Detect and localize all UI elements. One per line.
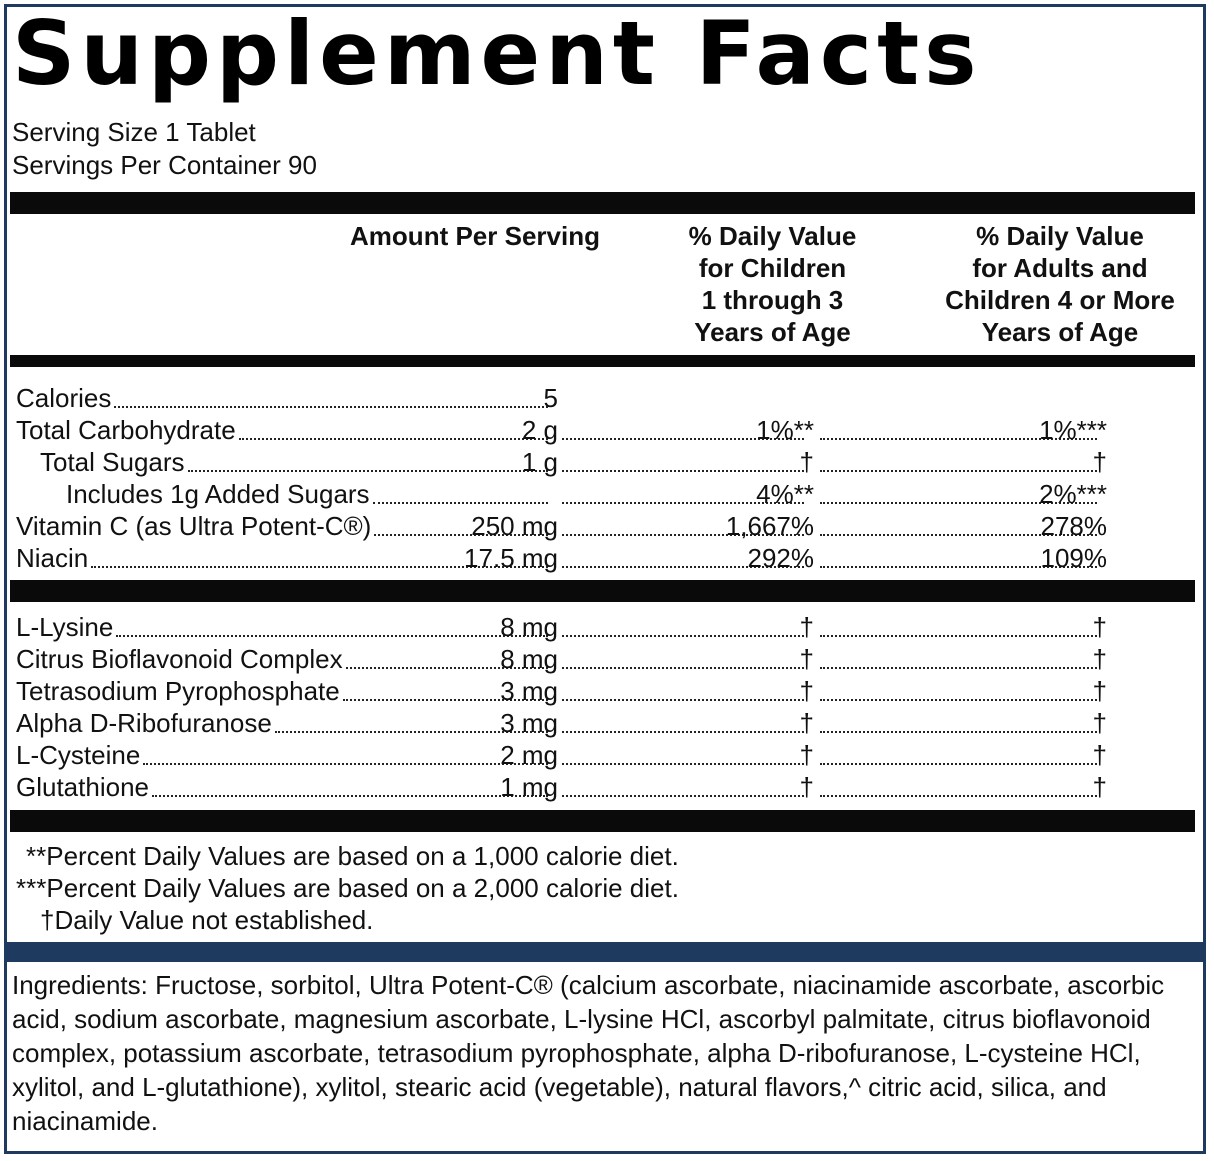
- leader-dots: [373, 502, 548, 504]
- fact-dv-children: †: [799, 708, 814, 738]
- fact-name: Tetrasodium Pyrophosphate: [16, 676, 340, 706]
- leader-dots: [152, 795, 548, 797]
- fact-dv-adults: 2%***: [1039, 479, 1107, 509]
- divider-thick: [10, 810, 1195, 832]
- fact-name: L-Lysine: [16, 612, 114, 642]
- fact-row: [0, 707, 1214, 739]
- fact-dv-children: †: [799, 644, 814, 674]
- fact-amount: 1 g: [521, 447, 558, 477]
- footnote-dv-not-established: †Daily Value not established.: [40, 905, 374, 935]
- fact-dv-adults: †: [1092, 447, 1107, 477]
- leader-dots: [562, 667, 804, 669]
- fact-amount: 8 mg: [500, 644, 558, 674]
- fact-name: Total Carbohydrate: [16, 415, 236, 445]
- fact-amount: 3 mg: [500, 676, 558, 706]
- fact-dv-children: 292%: [747, 543, 814, 573]
- fact-dv-adults: 278%: [1040, 511, 1107, 541]
- fact-amount: 8 mg: [500, 612, 558, 642]
- fact-dv-children: 1%**: [756, 415, 814, 445]
- leader-dots: [562, 731, 804, 733]
- fact-dv-adults: 1%***: [1039, 415, 1107, 445]
- fact-row: [0, 542, 1214, 574]
- header-dv-adults: % Daily Value for Adults and Children 4 or More Years of Age: [945, 221, 1175, 347]
- divider-thick: [10, 192, 1195, 214]
- fact-dv-children: †: [799, 740, 814, 770]
- leader-dots: [143, 763, 548, 765]
- fact-row: [0, 675, 1214, 707]
- header-dv-children: % Daily Value for Children 1 through 3 Years of Age: [688, 221, 857, 347]
- leader-dots: [562, 635, 804, 637]
- fact-dv-children: 1,667%: [725, 511, 814, 541]
- fact-row: [0, 478, 1214, 510]
- panel-title: Supplement Facts: [12, 2, 982, 105]
- fact-name: Calories: [16, 383, 112, 413]
- fact-dv-adults: †: [1092, 676, 1107, 706]
- fact-name: Citrus Bioflavonoid Complex: [16, 644, 343, 674]
- leader-dots: [820, 699, 1097, 701]
- fact-row: [0, 446, 1214, 478]
- fact-row: [0, 382, 1214, 414]
- fact-amount: 250 mg: [471, 511, 558, 541]
- servings-per-container: Servings Per Container 90: [12, 150, 317, 180]
- leader-dots: [820, 731, 1097, 733]
- fact-name: Vitamin C (as Ultra Potent-C®): [16, 511, 372, 541]
- fact-name: Includes 1g Added Sugars: [66, 479, 370, 509]
- fact-row: [0, 739, 1214, 771]
- fact-dv-adults: †: [1092, 644, 1107, 674]
- fact-row: [0, 771, 1214, 803]
- divider-thick: [10, 580, 1195, 602]
- footnote-1000-calorie: **Percent Daily Values are based on a 1,000 calorie diet.: [26, 841, 679, 871]
- leader-dots: [114, 406, 548, 408]
- fact-dv-adults: †: [1092, 708, 1107, 738]
- leader-dots: [820, 763, 1097, 765]
- fact-row: [0, 643, 1214, 675]
- footnote-2000-calorie: ***Percent Daily Values are based on a 2,000 calorie diet.: [16, 873, 679, 903]
- leader-dots: [239, 438, 548, 440]
- leader-dots: [562, 763, 804, 765]
- leader-dots: [820, 470, 1097, 472]
- fact-amount: 5: [543, 383, 558, 413]
- fact-row: [0, 510, 1214, 542]
- fact-dv-children: †: [799, 772, 814, 802]
- leader-dots: [562, 795, 804, 797]
- leader-dots: [820, 795, 1097, 797]
- fact-amount: 2 mg: [500, 740, 558, 770]
- fact-dv-children: †: [799, 676, 814, 706]
- fact-name: Glutathione: [16, 772, 149, 802]
- fact-dv-children: †: [799, 612, 814, 642]
- fact-name: L-Cysteine: [16, 740, 141, 770]
- divider-medium: [10, 355, 1195, 367]
- leader-dots: [820, 667, 1097, 669]
- fact-row: [0, 611, 1214, 643]
- fact-dv-adults: 109%: [1040, 543, 1107, 573]
- leader-dots: [116, 635, 548, 637]
- fact-dv-children: 4%**: [756, 479, 814, 509]
- fact-amount: 3 mg: [500, 708, 558, 738]
- serving-size: Serving Size 1 Tablet: [12, 117, 256, 147]
- fact-amount: 1 mg: [500, 772, 558, 802]
- fact-amount: 17.5 mg: [464, 543, 558, 573]
- header-amount-per-serving: Amount Per Serving: [350, 221, 600, 251]
- fact-amount: 2 g: [521, 415, 558, 445]
- section-divider-blue: [4, 942, 1206, 962]
- fact-dv-adults: †: [1092, 740, 1107, 770]
- leader-dots: [188, 470, 548, 472]
- fact-row: [0, 414, 1214, 446]
- fact-name: Alpha D-Ribofuranose: [16, 708, 272, 738]
- leader-dots: [562, 699, 804, 701]
- fact-dv-adults: †: [1092, 612, 1107, 642]
- fact-name: Niacin: [16, 543, 89, 573]
- leader-dots: [820, 635, 1097, 637]
- leader-dots: [562, 470, 804, 472]
- fact-name: Total Sugars: [40, 447, 185, 477]
- ingredients-statement: Ingredients: Fructose, sorbitol, Ultra Potent-C® (calcium ascorbate, niacinamide ascorbate, ascorbic acid, sodium ascorbate, magnesium ascorbate, L-lysine HCl, ascorbyl palmitate, citrus bioflavonoid complex, potassium ascorbate, tetrasodium pyrophosphate, alpha D-ribofuranose, L-cysteine HCl, xylitol, and L-glutathione), xylitol, stearic acid (vegetable), natural flavors,^ citric acid, silica, and niacinamide.: [12, 970, 1165, 1136]
- fact-dv-children: †: [799, 447, 814, 477]
- fact-dv-adults: †: [1092, 772, 1107, 802]
